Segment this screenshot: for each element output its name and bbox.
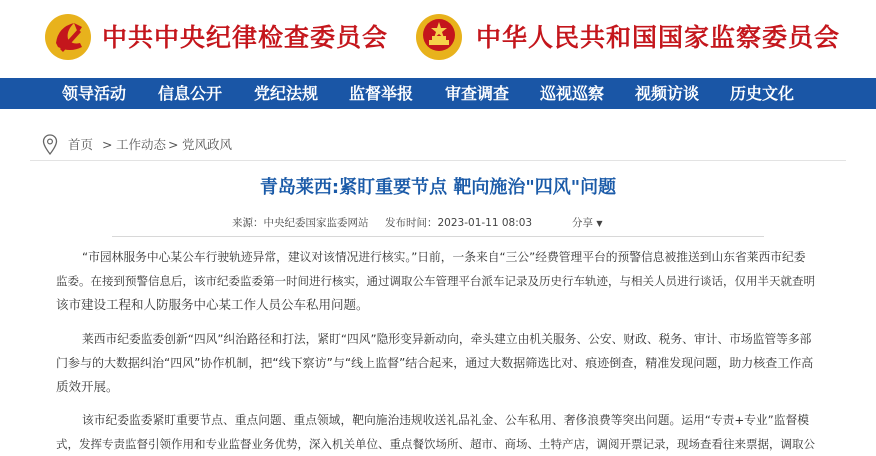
breadcrumb-divider [30, 160, 846, 161]
site-header [0, 0, 876, 78]
article-title: 青岛莱西:紧盯重要节点 靶向施治"四风"问题 [259, 177, 617, 198]
paragraph-line: 该市纪委监委紧盯重要节点、重点问题、重点领域，靶向施治违规收送礼品礼金、公车私用、奢侈浪费等突出问题。运用“专责+专业”监督模 [82, 413, 810, 427]
nav-item-video-interview[interactable]: 视频访谈 [635, 84, 700, 103]
party-emblem-icon [44, 13, 92, 61]
nav-item-report[interactable]: 监督举报 [349, 84, 414, 103]
share-button[interactable] [572, 215, 603, 232]
nav-item-regulations[interactable]: 党纪法规 [254, 84, 319, 103]
nav-item-inspection[interactable]: 巡视巡察 [540, 84, 605, 103]
main-nav-list [0, 78, 876, 109]
nsc-site-name: 中华人民共和国国家监察委员会 [476, 23, 841, 52]
paragraph-line: 质效开展。 [56, 379, 119, 394]
breadcrumb-separator: > [168, 137, 179, 152]
breadcrumb-work-news-link[interactable]: 工作动态 [116, 137, 167, 152]
nav-item-history[interactable]: 历史文化 [730, 84, 795, 103]
breadcrumb-current: 党风政风 [182, 137, 233, 152]
main-nav-bar [0, 78, 876, 109]
national-emblem-icon [415, 13, 463, 61]
article-paragraph [56, 245, 816, 317]
ccdi-site-name: 中共中央纪律检查委员会 [102, 23, 389, 52]
article-publish-time: 发布时间：2023-01-11 08:03 [385, 217, 533, 229]
breadcrumb-home-link[interactable]: 首页 [68, 137, 94, 152]
paragraph-line: 该市建设工程和人防服务中心某工作人员公车私用问题。 [56, 297, 369, 312]
article-paragraph [56, 327, 816, 399]
nav-item-investigation[interactable]: 审查调查 [445, 84, 510, 103]
caret-down-icon: ▼ [596, 219, 603, 228]
paragraph-line: “市园林服务中心某公车行驶轨迹异常，建议对该情况进行核实。”日前，一条来自“三公”经费管理平台的预警信息被推送到山东省莱西市纪委 [82, 250, 806, 264]
nav-item-leadership[interactable]: 领导活动 [62, 84, 127, 103]
paragraph-line: 式，发挥专责监督引领作用和专业监督业务优势，深入机关单位、重点餐饮场所、超市、商场、土特产店，调阅开票记录，现场查看往来票据，调取公 [56, 437, 815, 451]
paragraph-line: 门参与的大数据纠治“四风”协作机制，把“线下察访”与“线上监督”结合起来，通过大数据筛选比对、痕迹倒查，精准发现问题，助力核查工作高 [56, 356, 814, 370]
paragraph-line: 莱西市纪委监委创新“四风”纠治路径和打法，紧盯“四风”隐形变异新动向，牵头建立由机关服务、公安、财政、税务、审计、市场监管等多部 [82, 332, 812, 346]
location-pin-icon [42, 134, 58, 156]
share-label: 分享 [572, 217, 593, 229]
article-source: 来源：中央纪委国家监委网站 [232, 217, 369, 229]
article-paragraph [56, 408, 816, 456]
nav-item-info-disclosure[interactable]: 信息公开 [158, 84, 223, 103]
meta-divider [112, 236, 764, 237]
paragraph-line: 监委。在接到预警信息后，该市纪委监委第一时间进行核实，通过调取公车管理平台派车记录及历史行车轨迹，与相关人员进行谈话，仅用半天就查明 [56, 274, 815, 288]
breadcrumb-separator: > [102, 137, 113, 152]
